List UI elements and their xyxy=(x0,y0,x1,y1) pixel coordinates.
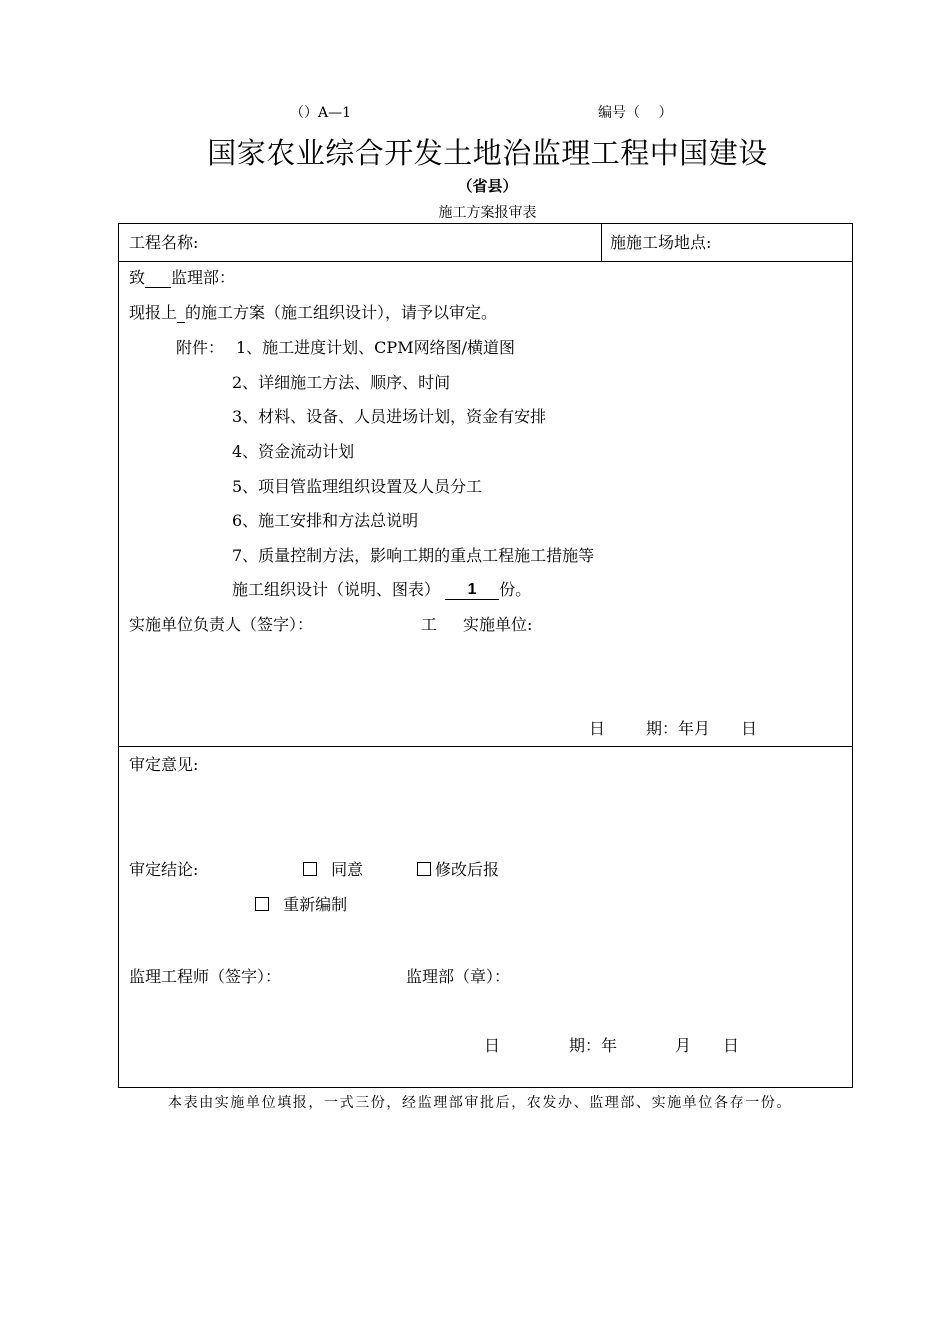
option-approve[interactable] xyxy=(303,857,363,880)
design-suffix: 份。 xyxy=(499,580,532,599)
review-form-table xyxy=(118,223,853,1088)
date-day-char: 日 xyxy=(589,719,606,738)
row-divider xyxy=(119,261,852,262)
project-name-label: 工程名称: xyxy=(129,233,199,252)
report-blank[interactable] xyxy=(177,303,185,323)
report-suffix: 的施工方案（施工组织设计），请予以审定。 xyxy=(185,303,498,322)
section-divider xyxy=(119,746,852,747)
document-title: 国家农业综合开发土地治监理工程中国建设 xyxy=(207,136,768,170)
option-label: 同意 xyxy=(331,860,364,879)
design-prefix: 施工组织设计（说明、图表） xyxy=(232,580,441,599)
attachment-item: 4、资金流动计划 xyxy=(232,442,355,461)
report-prefix: 现报上 xyxy=(129,303,178,322)
design-count-line xyxy=(232,577,531,600)
attachments-label: 附件： xyxy=(176,338,225,357)
date-period: 期：年月 xyxy=(646,719,711,738)
date-day-char: 日 xyxy=(484,1036,501,1055)
attachment-item: 3、材料、设备、人员进场计划，资金有安排 xyxy=(232,407,547,426)
checkbox[interactable] xyxy=(303,862,317,876)
conclusion-label: 审定结论: xyxy=(129,860,199,879)
form-code: （）A—1 xyxy=(290,105,352,121)
addressee-prefix: 致 xyxy=(129,268,146,287)
attachment-item: 5、项目管监理组织设置及人员分工 xyxy=(232,477,483,496)
date-period: 期：年 xyxy=(569,1036,618,1055)
checkbox[interactable] xyxy=(417,862,431,876)
column-divider xyxy=(601,224,602,261)
design-count[interactable]: 1 xyxy=(445,581,499,600)
attachment-item: 1、施工进度计划、CPM网络图/横道图 xyxy=(236,338,515,357)
option-label: 修改后报 xyxy=(435,860,500,879)
attachment-item: 6、施工安排和方法总说明 xyxy=(232,511,419,530)
form-name: 施工方案报审表 xyxy=(438,205,537,221)
checkbox[interactable] xyxy=(255,897,269,911)
addressee-blank[interactable] xyxy=(145,268,171,288)
addressee-line xyxy=(129,265,235,288)
option-label: 重新编制 xyxy=(283,895,348,914)
addressee-suffix: 监理部： xyxy=(171,268,236,287)
work-char: 工 xyxy=(421,615,438,634)
option-revise[interactable] xyxy=(417,857,499,880)
implementing-unit-label: 实施单位: xyxy=(463,615,533,634)
footnote: 本表由实施单位填报，一式三份，经监理部审批后，农发办、监理部、实施单位各存一份。 xyxy=(168,1095,792,1111)
engineer-signature-label: 监理工程师（签字）： xyxy=(129,967,282,986)
responsible-label: 实施单位负责人（签字）： xyxy=(129,615,314,634)
attachment-item: 7、质量控制方法，影响工期的重点工程施工措施等 xyxy=(232,546,595,565)
department-seal-label: 监理部（章）： xyxy=(406,967,511,986)
attachment-item: 2、详细施工方法、顺序、时间 xyxy=(232,373,451,392)
document-subtitle: （省县） xyxy=(457,177,518,195)
report-line xyxy=(129,300,497,323)
date-month: 月 xyxy=(675,1036,692,1055)
site-label: 施施工场地点: xyxy=(610,233,712,252)
option-redo[interactable] xyxy=(255,892,347,915)
date-day: 日 xyxy=(741,719,758,738)
opinion-label: 审定意见: xyxy=(129,755,199,774)
serial-number-label: 编号（ ） xyxy=(598,105,673,121)
date-day: 日 xyxy=(723,1036,740,1055)
